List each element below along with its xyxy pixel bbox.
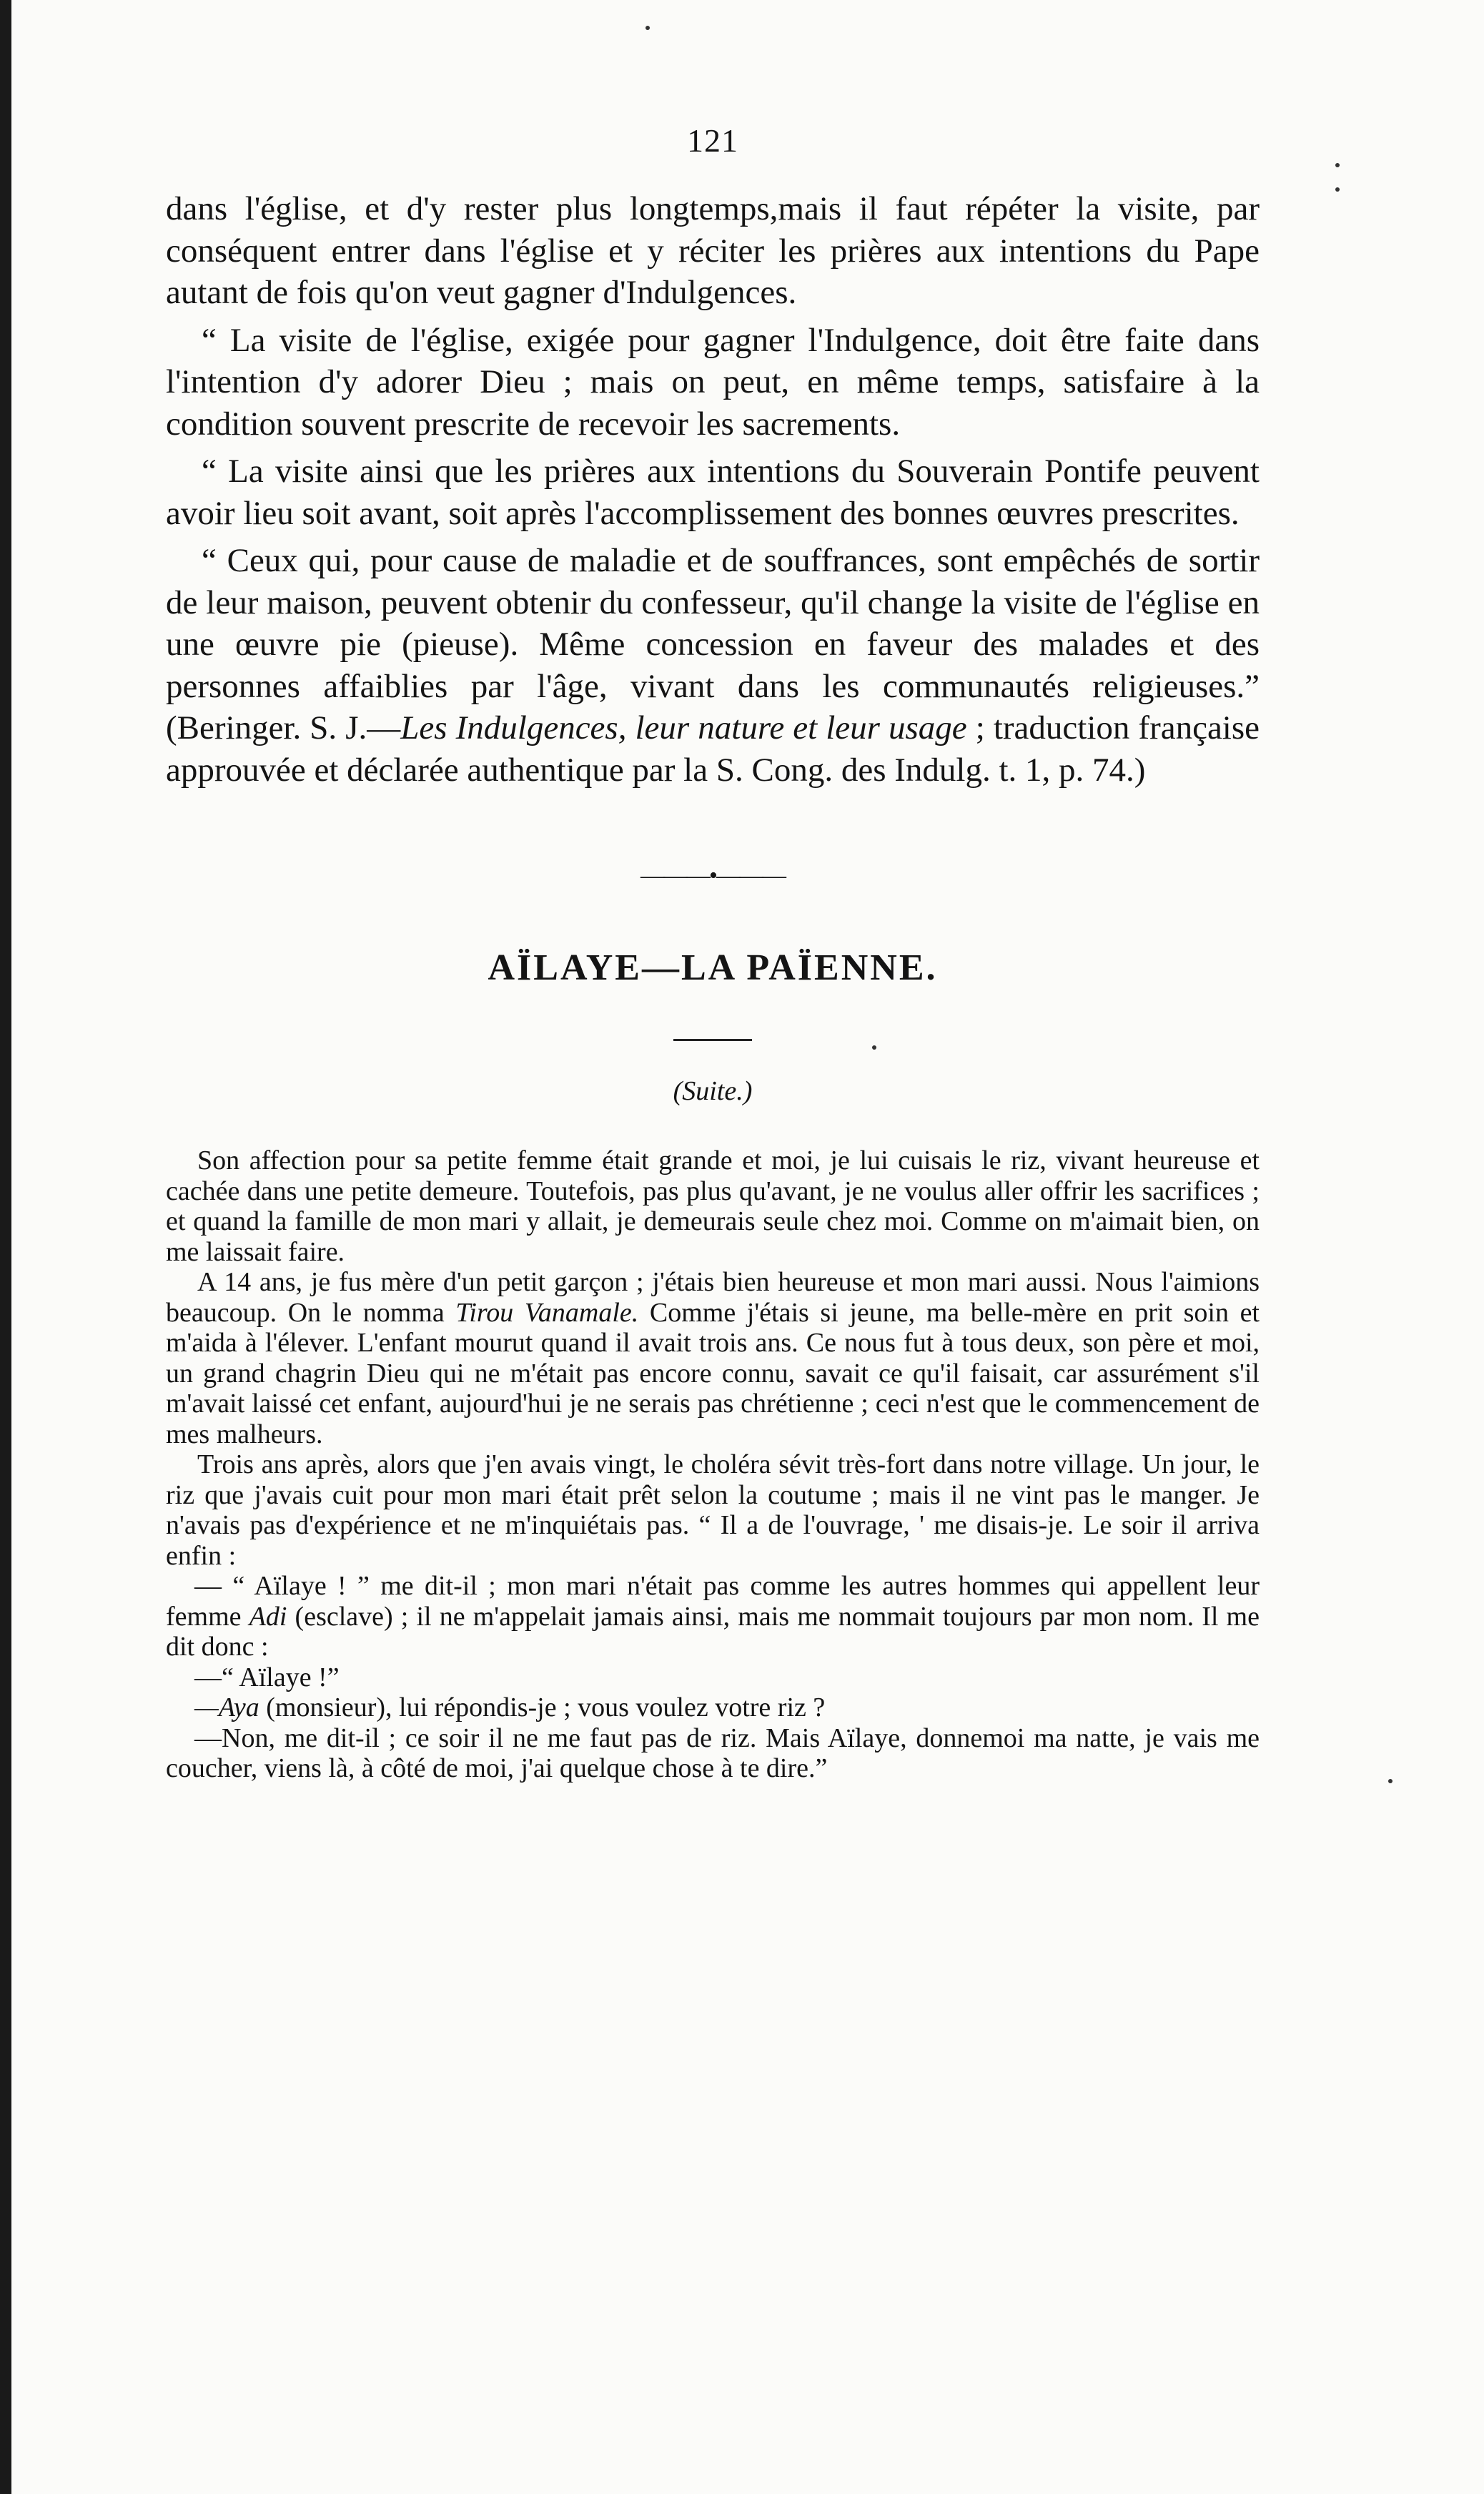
dialog-line — [166, 1571, 1260, 1662]
page-number: 121 — [687, 122, 738, 159]
chapter-title: AÏLAYE—LA PAÏENNE. — [488, 947, 938, 988]
story-section — [166, 1145, 1260, 1784]
title-rule — [673, 1039, 752, 1041]
dialog-text: (esclave) ; il ne m'appelait jamais ainsi, mais me nommait toujours par mon nom. Il me dit donc : — [166, 1601, 1260, 1662]
paragraph: dans l'église, et d'y rester plus longtemps,mais il faut répéter la visite, par conséquent entrer dans l'église et y réciter les prières aux intentions du Pape autant de fois qu'on veut gagner d'Indulgences. — [166, 190, 1260, 311]
word-italic: —Aya — [194, 1692, 259, 1722]
ink-speck — [645, 26, 650, 30]
citation-text: “ Ceux qui, pour cause de maladie et de souffrances, sont empêchés de sortir de leur maison, peuvent obtenir du confesseur, qu'il change la visite de l'église en une œuvre pie (pieuse). Même concession en faveur des malades et des personnes affaiblies par l'âge, vivant dans les communautés religieuses.” (Beringer. S. J.— — [166, 542, 1260, 746]
story-paragraph — [166, 1267, 1260, 1449]
continued-label: (Suite.) — [673, 1076, 753, 1106]
dialog-line — [166, 1692, 1260, 1723]
dialog-line: —Non, me dit-il ; ce soir il ne me faut pas de riz. Mais Aïlaye, donnemoi ma natte, je vais me coucher, viens là, à côté de moi, j'ai quelque chose à te dire.” — [166, 1722, 1260, 1783]
ink-speck — [1388, 1779, 1393, 1783]
dialog-text: — “ Aïlaye ! ” me dit-il ; mon mari n'était pas comme les autres hommes qui appellent leur femme — [166, 1571, 1260, 1632]
story-text: A 14 ans, je fus mère d'un petit garçon ; j'étais bien heureuse et mon mari aussi. Nous l'aimions beaucoup. On le nomma — [166, 1267, 1260, 1328]
dialog-text: (monsieur), lui répondis-je ; vous voulez votre riz ? — [259, 1692, 826, 1722]
child-name-italic: Tirou Vanamale. — [455, 1297, 639, 1328]
story-text: Comme j'étais si jeune, ma belle-mère en prit soin et m'aida à l'élever. L'enfant mourut quand il avait trois ans. Ce nous fut à tous deux, son père et moi, un grand chagrin Dieu qui ne m'était pas encore connu, savait ce qu'il faisait, car assurément s'il m'avait laissé cet enfant, aujourd'hui je ne serais pas chrétienne ; ceci n'est que le commencement de mes malheurs. — [166, 1297, 1260, 1449]
paragraph: “ La visite ainsi que les prières aux intentions du Souverain Pontife peuvent avoir lieu soit avant, soit après l'accomplissement des bonnes œuvres prescrites. — [166, 453, 1260, 532]
dialog-line: —“ Aïlaye !” — [194, 1662, 340, 1692]
paragraph: “ La visite de l'église, exigée pour gagner l'Indulgence, doit être faite dans l'intention d'y adorer Dieu ; mais on peut, en même temps, satisfaire à la condition souvent prescrite de recevoir les sacrements. — [166, 321, 1260, 443]
book-page — [166, 122, 1260, 1784]
word-italic: Adi — [249, 1601, 287, 1632]
story-paragraph: Son affection pour sa petite femme était grande et moi, je lui cuisais le riz, vivant heureuse et cachée dans une petite demeure. Toutefois, pas plus qu'avant, je ne voulus aller offrir les sacrifices ; et quand la famille de mon mari y allait, je demeurais seule chez moi. Comme on m'aimait bien, on me laissait faire. — [166, 1145, 1260, 1267]
citation-text-end: ; traduction française approuvée et déclarée authentique par la S. Cong. des Indulg. t. 1, p. 74.) — [166, 709, 1260, 789]
section-separator-ornament: ———•——— — [640, 862, 785, 889]
book-title-italic: Les Indulgences, leur nature et leur usage — [400, 709, 967, 746]
paragraph-citation — [166, 540, 1260, 791]
ink-speck — [1335, 187, 1340, 192]
upper-text-section — [166, 188, 1260, 791]
scan-edge-bar — [0, 0, 11, 2494]
story-paragraph: Trois ans après, alors que j'en avais vingt, le choléra sévit très-fort dans notre village. Un jour, le riz que j'avais cuit pour mon mari était prêt selon la coutume ; mais il ne vint pas le manger. Je n'avais pas d'expérience et ne m'inquiétais pas. “ Il a de l'ouvrage, ' me disais-je. Le soir il arriva enfin : — [166, 1449, 1260, 1571]
ink-speck — [1335, 163, 1340, 167]
